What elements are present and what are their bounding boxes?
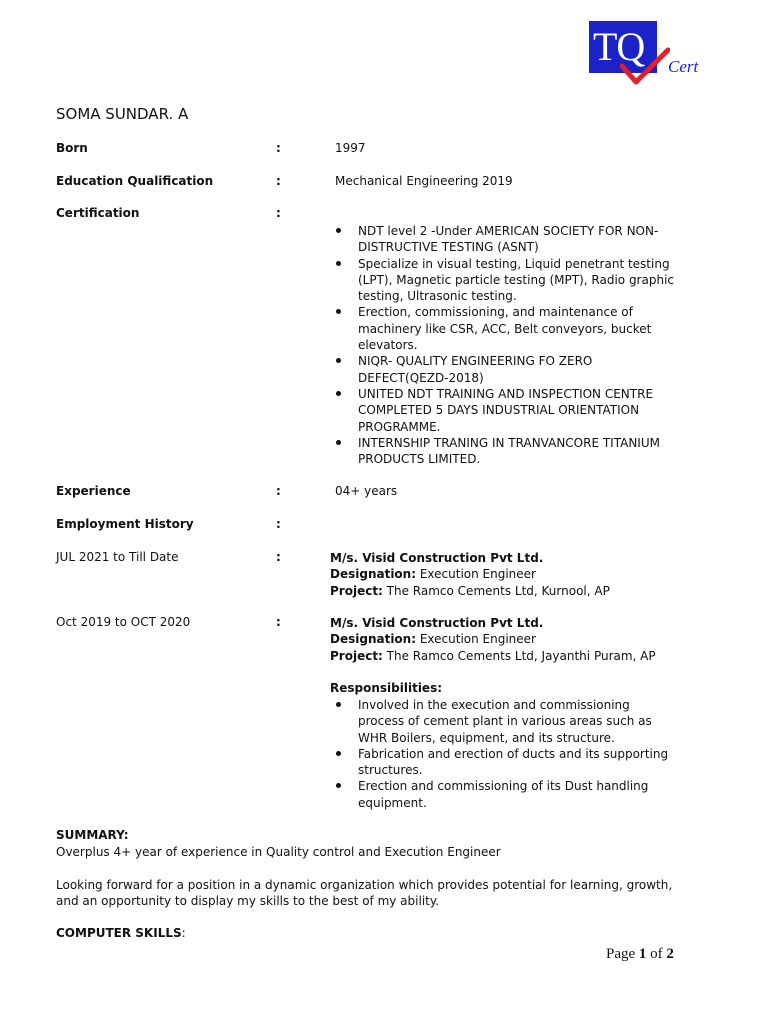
- job-period: Oct 2019 to OCT 2020: [56, 615, 191, 629]
- employment-colon: :: [276, 517, 281, 531]
- certification-label: Certification: [56, 206, 140, 220]
- page-word: Page: [606, 946, 636, 962]
- job-project: [330, 648, 656, 664]
- responsibilities-list: [331, 697, 676, 811]
- certification-item: UNITED NDT TRAINING AND INSPECTION CENTRE COMPLETED 5 DAYS INDUSTRIAL ORIENTATION PROGRAMME.: [331, 386, 676, 435]
- page-number: [606, 946, 674, 963]
- responsibilities-label: Responsibilities:: [330, 681, 443, 695]
- education-label: Education Qualification: [56, 174, 214, 188]
- page-current: 1: [638, 946, 647, 962]
- job-company: M/s. Visid Construction Pvt Ltd.: [330, 616, 544, 630]
- certification-item: NDT level 2 -Under AMERICAN SOCIETY FOR NON-DISTRUCTIVE TESTING (ASNT): [331, 223, 676, 256]
- certification-item: Specialize in visual testing, Liquid penetrant testing (LPT), Magnetic particle testing (MPT), Radio graphic testing, Ultrasonic testing.: [331, 256, 676, 305]
- summary-line: Overplus 4+ year of experience in Quality control and Execution Engineer: [56, 845, 501, 859]
- job-project: [330, 583, 610, 599]
- job-period: JUL 2021 to Till Date: [56, 550, 179, 564]
- job-colon: :: [276, 615, 281, 629]
- job-designation: [330, 631, 656, 647]
- responsibility-item: Fabrication and erection of ducts and its supporting structures.: [331, 746, 676, 779]
- project-label: Project:: [330, 648, 383, 663]
- summary-paragraph: Looking forward for a position in a dynamic organization which provides potential for learning, growth, and an opportunity to display my skills to the best of my ability.: [56, 878, 673, 909]
- born-value: 1997: [335, 141, 366, 155]
- certification-colon: :: [276, 206, 281, 220]
- experience-colon: :: [276, 484, 281, 498]
- designation-value: Execution Engineer: [416, 632, 536, 647]
- job-details: [330, 615, 656, 664]
- candidate-name: SOMA SUNDAR. A: [56, 105, 189, 123]
- job-colon: :: [276, 550, 281, 564]
- experience-label: Experience: [56, 484, 131, 498]
- job-designation: [330, 566, 610, 582]
- logo-tq-text: TQ: [593, 24, 645, 69]
- designation-label: Designation:: [330, 632, 417, 647]
- summary-label: SUMMARY:: [56, 828, 129, 842]
- experience-value: 04+ years: [335, 484, 398, 498]
- designation-value: Execution Engineer: [416, 567, 536, 582]
- certification-item: INTERNSHIP TRANING IN TRANVANCORE TITANIUM PRODUCTS LIMITED.: [331, 435, 676, 468]
- education-colon: :: [276, 174, 281, 188]
- born-colon: :: [276, 141, 281, 155]
- certification-item: NIQR- QUALITY ENGINEERING FO ZERO DEFECT(QEZD-2018): [331, 353, 676, 386]
- job-company: M/s. Visid Construction Pvt Ltd.: [330, 551, 544, 565]
- logo-cert-text: Cert: [668, 57, 699, 76]
- certification-list: [331, 223, 676, 467]
- project-value: The Ramco Cements Ltd, Kurnool, AP: [382, 583, 610, 598]
- project-value: The Ramco Cements Ltd, Jayanthi Puram, AP: [382, 648, 656, 663]
- page-total: 2: [666, 946, 674, 962]
- computer-skills-heading: [56, 926, 186, 940]
- education-value: Mechanical Engineering 2019: [335, 174, 513, 188]
- job-details: [330, 550, 610, 599]
- computer-skills-label: COMPUTER SKILLS: [56, 926, 182, 940]
- certification-item: Erection, commissioning, and maintenance of machinery like CSR, ACC, Belt conveyors, bucket elevators.: [331, 304, 676, 353]
- computer-skills-colon: :: [181, 926, 186, 940]
- born-label: Born: [56, 141, 88, 155]
- responsibility-item: Erection and commissioning of its Dust handling equipment.: [331, 778, 676, 811]
- checkmark-icon: [620, 46, 670, 86]
- designation-label: Designation:: [330, 567, 417, 582]
- project-label: Project:: [330, 583, 383, 598]
- employment-label: Employment History: [56, 517, 194, 531]
- responsibility-item: Involved in the execution and commissioning process of cement plant in various areas such as WHR Boilers, equipment, and its structure.: [331, 697, 676, 746]
- page-of: of: [650, 946, 663, 962]
